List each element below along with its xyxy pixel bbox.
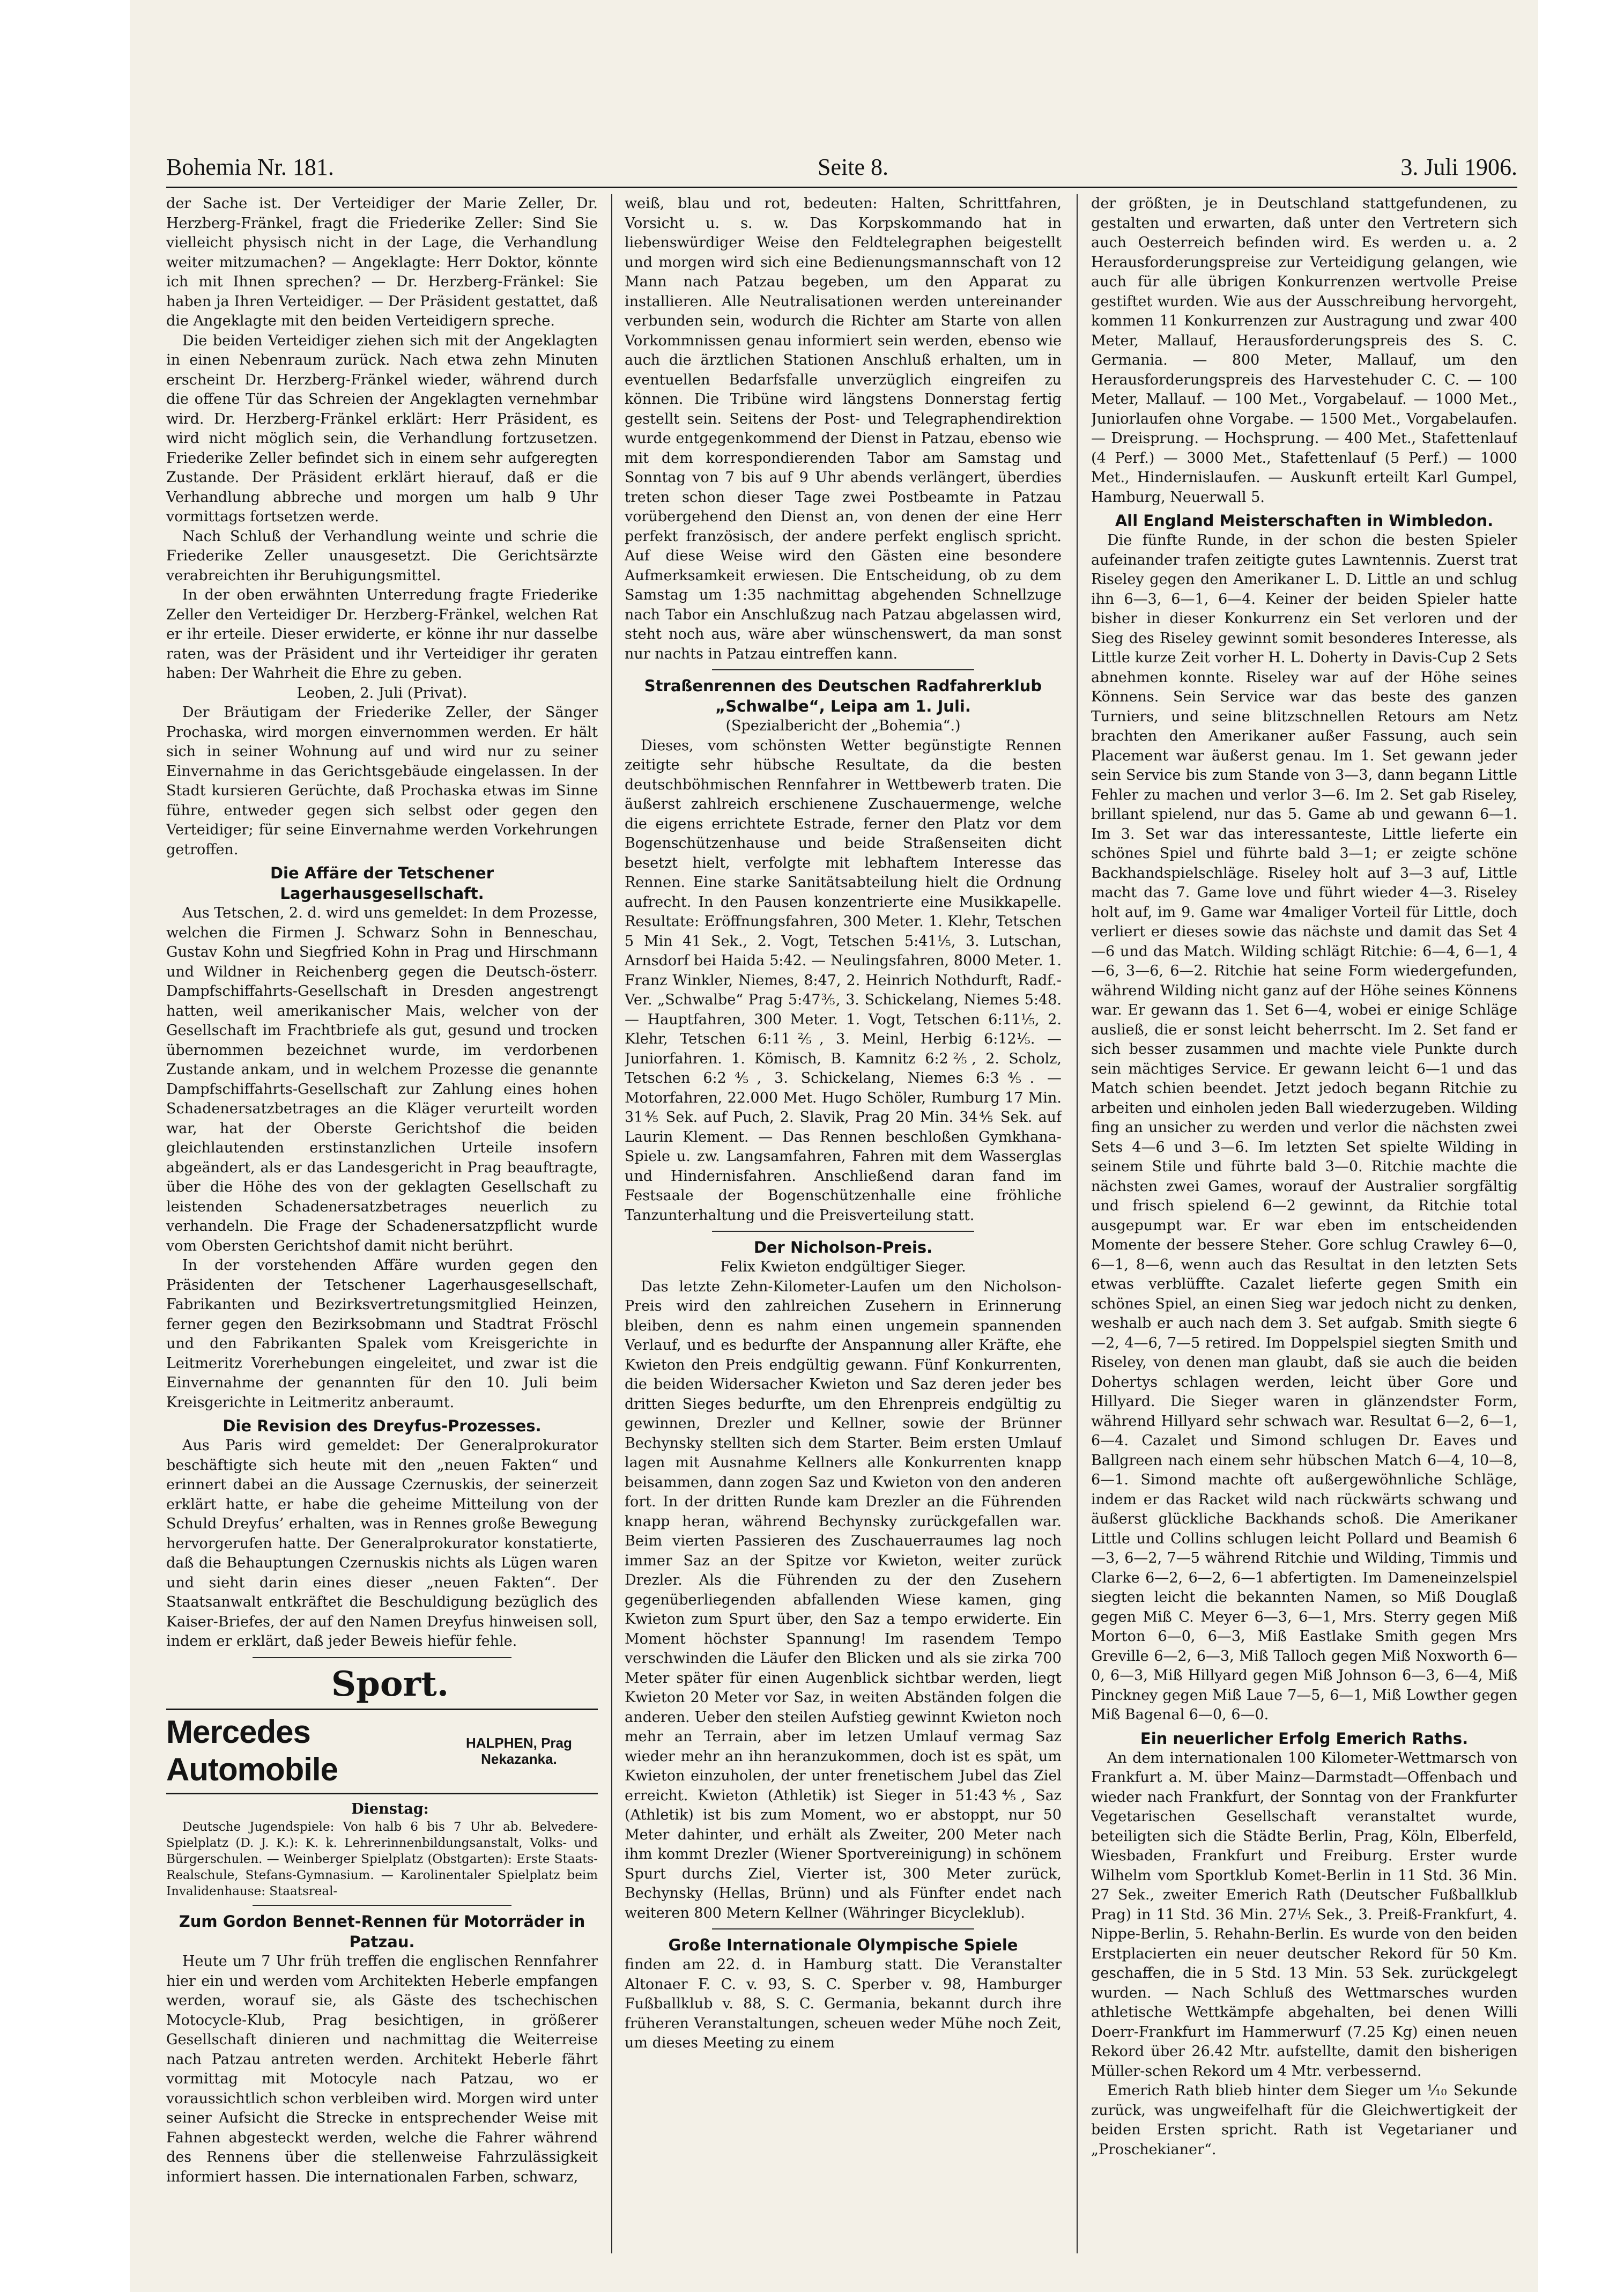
article-paragraph: In der vorstehenden Affäre wurden gegen den Präsidenten der Tetschener Lagerhausgesellschaft, Fabrikanten und Bezirksvertretungsmitglied Heinzen, ferner gegen den Bezirksobmann und Stadtrat Fröschl und den Fabrikanten Spalek vom Kreisgerichte in Leitmeritz Vorerhebungen eingeleitet, und zwar ist die Einvernahme der genannten für den 10. Juli beim Kreisgerichte in Leitmeritz anberaumt. [166, 1257, 598, 1411]
article-paragraph: der Sache ist. Der Verteidiger der Marie Zeller, Dr. Herzberg-Fränkel, fragt die Friederike Zeller: Sind Sie vielleicht physisch nicht in der Lage, die Verhandlung weiter mitzumachen? — Angeklagte: Herr Doktor, könnte ich mit Ihnen sprechen? — Dr. Herzberg-Fränkel: Sie haben ja Ihren Verteidiger. — Der Präsident gestattet, daß die Angeklagte mit den beiden Verteidigern spreche. [166, 195, 598, 329]
column-2 [625, 194, 1062, 2253]
section-rule [712, 1928, 974, 1929]
article-paragraph: Das letzte Zehn-Kilometer-Laufen um den Nicholson-Preis wird den zahlreichen Zusehern in Erinnerung bleiben, denn es nahm einen ungemein spannenden Verlauf, und es bedurfte der Anspannung aller Kräfte, ehe Kwieton den Preis endgültig gewann. Fünf Konkurrenten, die beiden Widersacher Kwieton und Saz deren jeder bes dritten Sieges bedurfte, um den Ehrenpreis endgültig zu gewinnen, Drezler und Kellner, sowie der Brünner Bechynsky stellten sich dem Starter. Beim ersten Umlauf lagen mit Ausnahme Kellners alle Konkurrenten knapp beisammen, dann zogen Saz und Kwieton von den anderen fort. In der dritten Runde kam Drezler an die Führenden knapp heran, während Bechynsky zurückgefallen war. Beim vierten Passieren des Zuschauerraumes lag noch immer Saz an der Spitze vor Kwieton, weiter zurück Drezler. Als die Führenden zu der den Zusehern gegenüberliegenden abfallenden Wiese kamen, ging Kwieton zum Spurt über, den Saz a tempo erwiderte. Ein Moment höchster Spannung! Im rasendem Tempo verschwinden die Läufer den Blicken und als sie zirka 700 Meter später für einen Augenblick sichtbar werden, liegt Kwieton 20 Meter vor Saz, in weiten Abständen folgen die anderen. Ueber den steilen Aufstieg gewinnt Kwieton noch mehr an Terrain, aber im letzen Umlauf vermag Saz wieder mehr an ihn heranzukommen, doch ist es spät, um Kwieton einzuholen, der unter frenetischem Jubel das Ziel erreicht. Kwieton (Athletik) ist Sieger in 51:43⅘, Saz (Athletik) ist bis zum Moment, wo er abstoppt, nur 50 Meter dahinter, und erhält als Zweiter, 200 Meter nach ihm kommt Drezler (Wiener Sportvereinigung) in schönem Spurt durchs Ziel, Vierter ist, 300 Meter zurück, Bechynsky (Hellas, Brünn) und als Fünfter endet nach weiteren 800 Metern Kellner (Währinger Bicycleklub). [625, 1278, 1062, 1921]
article-heading: Große Internationale Olympische Spiele [668, 1936, 1018, 1954]
article-paragraph: Dieses, vom schönsten Wetter begünstigte Rennen zeitigte sehr hübsche Resultate, da die besten deutschböhmischen Rennfahrer in Wettbewerb traten. Die äußerst zahlreich erschienene Zuschauermenge, welche die eigens errichtete Estrade, ferner den Platz vor dem Bogenschützenhause und beide Straßenseiten dicht besetzt hielt, verfolgte mit lebhaftem Interesse das Rennen. Eine starke Sanitätsabteilung hielt die Ordnung aufrecht. In den Pausen konzentrierte eine Musikkapelle. Resultate: Eröffnungsfahren, 300 Meter. 1. Klehr, Tetschen 5 Min 41 Sek., 2. Vogt, Tetschen 5:41⅕, 3. Lutschan, Arnsdorf bei Haida 5:42. — Neulingsfahren, 8000 Meter. 1. Franz Winkler, Niemes, 8:47, 2. Heinrich Nothdurft, Radf.-Ver. „Schwalbe“ Prag 5:47⅗, 3. Schickelang, Niemes 5:48. — Hauptfahren, 300 Meter. 1. Vogt, Tetschen 6:11⅕, 2. Klehr, Tetschen 6:11⅖, 3. Meinl, Herbig 6:12⅕. — Juniorfahren. 1. Kömisch, B. Kamnitz 6:2⅖, 2. Scholz, Tetschen 6:2⅘, 3. Schickelang, Niemes 6:3⅘. — Motorfahren, 22.000 Met. Hugo Schöler, Rumburg 17 Min. 31⅘ Sek. auf Puch, 2. Slavik, Prag 20 Min. 34⅘ Sek. auf Laurin Klement. — Das Rennen beschloßen Gymkhana-Spiele u. zw. Langsamfahren, Fahren mit dem Wasserglas und Hindernisfahren. Anschließend daran fand im Festsaale der Bogenschützenhalle eine fröhliche Tanzunterhaltung und die Preisverteilung statt. [625, 737, 1062, 1224]
article-heading: Ein neuerlicher Erfolg Emerich Raths. [1140, 1729, 1469, 1748]
column-1 [166, 194, 598, 2253]
section-rule [253, 1905, 511, 1906]
section-rule [253, 1657, 511, 1658]
article-paragraph: Die fünfte Runde, in der schon die besten Spieler aufeinander trafen zeitigte gutes Lawntennis. Zuerst trat Riseley gegen den Amerikaner L. D. Little an und schlug ihn 6—3, 6—1, 6—4. Keiner der beiden Spieler hatte bisher in dieser Konkurrenz ein Set verloren und der Sieg des Riseley gewinnt somit besonderes Interesse, als Little kurze Zeit vorher H. L. Doherty in Davis-Cup 2 Sets abnehmen konnte. Riseley war auf der Höhe seines Könnens. Sein Service war das beste des ganzen Turniers, und seine blitzschnellen Retours am Netz brachten den Amerikaner außer Fassung, auch sein Placement war äußerst genau. Im 1. Set gewann jeder sein Service bis zum Stande von 3—3, dann begann Little Fehler zu machen und verlor 3—6. Im 2. Set gab Riseley, brillant spielend, nur das 5. Game ab und gewann 6—1. Im 3. Set war das interessanteste, Little lieferte ein schönes Spiel und führte bald 3—1; er zeigte schöne Backhandspielschläge. Riseley holt auf 3—3 auf, Little macht das 7. Game love und führt wieder 4—3. Riseley holt auf, im 9. Game war 4maliger Vorteil für Little, doch verliert er dieses sowie das nächste und damit das Set 4—6 und das Match. Wilding schlägt Ritchie: 6—4, 6—1, 4—6, 3—6, 6—2. Ritchie hat seine Form wiedergefunden, während Wilding nicht ganz auf der Höhe seines Könnens war. Er gewann das 1. Set 6—4, wobei er einige Schläge ausließ, die er sonst leicht beherrscht. Im 2. Set fand er sich besser zusammen und machte viele Punkte durch sein mächtiges Service. Er gewann leicht 6—1 und das Match schien beendet. Jetzt jedoch begann Ritchie zu arbeiten und einholen jeden Ball wiederzugeben. Wilding fing an unsicher zu werden und verlor die nächsten zwei Sets 4—6 und 3—6. Im letzten Set spielte Wilding in seinem Stile und führte bald 3—0. Ritchie machte die nächsten zwei Games, worauf der Australier sorgfältig und frisch spielend 6—2 gewinnt, da Ritchie total ausgepumpt war. Er war eben im entscheidenden Momente der bessere Steher. Gore schlug Crawley 6—0, 6—1, 8—6, wenn auch das Resultat in den letzten Sets etwas verblüffte. Cazalet lieferte gegen Smith ein schönes Spiel, an einen Sieg war jedoch nicht zu denken, weshalb er auch nach dem 3. Set aufgab. Smith siegte 6—2, 4—6, 7—5 retired. Im Doppelspiel siegten Smith und Riseley, von denen man glaubt, daß sie auch die beiden Dohertys schlagen werden, leicht über Gore und Hillyard. Die Sieger waren in glänzendster Form, während Hillyard sehr schwach war. Resultat 6—2, 6—1, 6—4. Cazalet und Simond schlugen Dr. Eaves und Ballgreen nach einem sehr hübschen Match 6—4, 10—8, 6—1. Simond machte oft außergewöhnliche Schläge, indem er das Racket wild nach rückwärts schwang und äußerst glückliche Backhands schoß. Die Amerikaner Little und Collins schlugen leicht Pollard und Beamish 6—3, 6—2, 7—5 während Ritchie und Wilding, Timmis und Clarke 6—2, 6—2, 6—1 abfertigten. Im Dameneinzelspiel siegten leicht die bekannten Namen, so Miß Douglaß gegen Miß C. Meyer 6—3, 6—1, Mrs. Sterry gegen Miß Morton 6—0, 6—3, Miß Eastlake Smith gegen Mrs Greville 6—2, 6—3, Miß Talloch gegen Miß Noxworth 6—0, 6—3, Miß Hillyard gegen Miß Johnson 6—3, 6—4, Miß Pinckney gegen Miß Laue 7—5, 6—1, Miß Lowther gegen Miß Bagenal 6—0, 6—0. [1091, 532, 1517, 1723]
article-paragraph: finden am 22. d. in Hamburg statt. Die Veranstalter Altonaer F. C. v. 93, S. C. Sperber v. 98, Hamburger Fußballklub v. 88, S. C. Germania, bekannt durch ihre früheren Veranstaltungen, scheuen weder Mühe noch Zeit, um dieses Meeting zu einem [625, 1956, 1062, 2051]
article-paragraph: Aus Tetschen, 2. d. wird uns gemeldet: In dem Prozesse, welchen die Firmen J. Schwarz Sohn in Benneschau, Gustav Kohn und Siegfried Kohn in Prag und Hirschmann und Wildner in Reichenberg gegen die Deutsch-österr. Dampfschiffahrts-Gesellschaft in Dresden angestrengt hatten, weil amerikanischer Mais, welcher von der Gesellschaft im Frachtbriefe als gut, gesund und trocken übernommen bezeichnet wurde, im verdorbenen Zustande ankam, und in welchem Prozesse die genannte Dampfschiffahrts-Gesellschaft zur Zahlung eines hohen Schadenersatzbetrages an die Kläger verurteilt worden war, hat der Oberste Gerichtshof die beiden gleichlautenden erstinstanzlichen Urteile insofern abgeändert, als er das Landesgericht in Prag beauftragte, über die Höhe des von der geklagten Gesellschaft zu leistenden Schadenersatzbetrages neuerlich zu verhandeln. Die Frage der Schadenersatzpflicht wurde vom Obersten Gerichtshof damit nicht berührt. [166, 905, 598, 1254]
page-number: Seite 8. [818, 154, 888, 180]
schedule-text: Deutsche Jugendspiele: Von halb 6 bis 7 Uhr ab. Belvedere-Spielplatz (D. J. K.): K. k. Lehrerinnenbildungsanstalt, Volks- und Bürgerschulen. — Weinberger Spielplatz (Obstgarten): Erste Staats-Realschule, Stefans-Gymnasium. — Karolinentaler Spielplatz beim Invalidenhause: Staatsreal- [166, 1820, 598, 1898]
article-heading: All England Meisterschaften in Wimbledon. [1115, 512, 1494, 530]
article-heading: Zum Gordon Bennet-Rennen für Motorräder in Patzau. [179, 1912, 585, 1951]
article-paragraph: Emerich Rath blieb hinter dem Sieger um ⅒ Sekunde zurück, was ungweifelhaft für die Gleichwertigkeit der beiden Ersten spricht. Rath ist Vegetarianer und „Proschekianer“. [1091, 2082, 1517, 2158]
page-margin [1538, 0, 1624, 2292]
article-paragraph: weiß, blau und rot, bedeuten: Halten, Schrittfahren, Vorsicht u. s. w. Das Korpskommando hat in liebenswürdiger Weise den Feldtelegraphen beigestellt und morgen wird sich eine Bedienungsmannschaft von 12 Mann nach Patzau begeben, um den Apparat zu installieren. Alle Neutralisationen werden untereinander verbunden sein, wodurch die Richter am Starte von allen Vorkommnissen genau informiert sein werden, ebenso wie auch die ärztlichen Stationen Anschluß erhalten, um in eventuellen Bedarfsfalle unverzüglich eingreifen zu können. Die Tribüne wird längstens Donnerstag fertig gestellt sein. Seitens der Post- und Telegraphendirektion wurde entgegenkommend der Dienst in Patzau, ebenso wie mit dem korrespondierenden Tabor am Samstag und Sonntag von 7 bis auf 9 Uhr abends verlängert, überdies treten schon dieser Tage zwei Postbeamte in Patzau vorübergehend den Dienst an, von denen der eine Herr perfekt französisch, der andere perfekt englisch spricht. Auf diese Weise wird den Gästen eine besondere Aufmerksamkeit erwiesen. Die Entscheidung, ob zu dem Samstag um 1:35 nachmittag abgehenden Schnellzuge nach Tabor ein Anschlußzug nach Patzau abgelassen wird, steht noch aus, wäre aber wünschenswert, da man sonst nur nachts in Patzau eintreffen kann. [625, 195, 1062, 662]
ad-address: HALPHEN, Prag Nekazanka. [465, 1734, 572, 1767]
article-paragraph: In der oben erwähnten Unterredung fragte Friederike Zeller den Verteidiger Dr. Herzberg-Fränkel, welchen Rat er ihr erteile. Dieser erwiderte, er könne ihr nur dasselbe raten, was der Präsident und ihr Verteidiger ihr geraten haben: Der Wahrheit die Ehre zu geben. [166, 587, 598, 682]
article-subheading: Felix Kwieton endgültiger Sieger. [720, 1259, 966, 1275]
article-heading: Die Affäre der Tetschener Lagerhausgesellschaft. [270, 864, 494, 903]
column-divider [1077, 194, 1078, 2253]
article-heading: Die Revision des Dreyfus-Prozesses. [223, 1417, 542, 1435]
section-rule [712, 1231, 974, 1232]
article-paragraph: Nach Schluß der Verhandlung weinte und schrie die Friederike Zeller unausgesetzt. Die Gerichtsärzte verabreichten ihr Beruhigungsmittel. [166, 528, 598, 584]
issue-date: 3. Juli 1906. [1400, 154, 1517, 180]
advertisement [166, 1709, 598, 1794]
article-heading: Straßenrennen des Deutschen Radfahrerklub „Schwalbe“, Leipa am 1. Juli. [644, 677, 1042, 715]
column-divider [611, 194, 612, 2253]
article-paragraph: Der Bräutigam der Friederike Zeller, der Sänger Prochaska, wird morgen einvernommen werden. Er hält sich in seiner Wohnung auf und wird nur zu seiner Einvernahme in das Gerichtsgebäude eingelassen. In der Stadt kursieren Gerüchte, daß Prochaska etwas im Sinne führe, entweder gegen sich selbst oder gegen den Verteidiger; für seine Einvernahme werden Vorkehrungen getroffen. [166, 704, 598, 858]
article-paragraph: Aus Paris wird gemeldet: Der Generalprokurator beschäftigte sich heute mit den „neuen Fakten“ und erinnert dabei an die Aussage Czernuskis, der seinerzeit erklärt hatte, er habe die geheime Mitteilung von der Schuld Dreyfus’ erhalten, was in Rennes große Bewegung hervorgerufen hatte. Der Generalprokurator konstatierte, daß die Behauptungen Czernuskis nichts als Lügen waren und sieht darin eines dieser „neuen Fakten“. Der Staatsanwalt entkräftet die Beschuldigung bezüglich des Kaiser-Briefes, der auf den Namen Dreyfus hinweisen soll, indem er erklärt, daß jeder Beweis hiefür fehle. [166, 1437, 598, 1650]
ad-headline: Mercedes Automobile [166, 1713, 338, 1787]
header-rule [166, 187, 1517, 188]
section-title: Sport. [331, 1663, 449, 1704]
schedule-day: Dienstag: [351, 1800, 429, 1817]
dateline: Leoben, 2. Juli (Privat). [296, 684, 468, 701]
article-paragraph: Die beiden Verteidiger ziehen sich mit der Angeklagten in einen Nebenraum zurück. Nach etwa zehn Minuten erscheint Dr. Herzberg-Fränkel wieder, während durch die offene Tür das Schreien der Angeklagten vernehmbar wird. Dr. Herzberg-Fränkel erklärt: Herr Präsident, es wird nicht möglich sein, die Verhandlung fortzusetzen. Friederike Zeller befindet sich in einem sehr aufgeregten Zustande. Der Präsident erklärt hierauf, daß er die Verhandlung abbreche und morgen um halb 9 Uhr vormittags fortsetzen werde. [166, 332, 598, 525]
page-header [166, 151, 1517, 183]
masthead-issue: Bohemia Nr. 181. [166, 154, 334, 180]
article-paragraph: Heute um 7 Uhr früh treffen die englischen Rennfahrer hier ein und werden vom Architekten Heberle empfangen werden, worauf sie, als Gäste des tschechischen Motocycle-Klub, Prag besichtigen, in größerer Gesellschaft dinieren und nachmittag die Weiterreise nach Patzau antreten werden. Architekt Heberle fährt vormittag mit Motocyle nach Patzau, wo er voraussichtlich schon verbleiben wird. Morgen wird unter seiner Aufsicht die Strecke in entsprechender Weise mit Fahnen abgesteckt werden, welche die Fahrer während des Rennens über die stellenweise Fahrzulässigkeit informiert hassen. Die internationalen Farben, schwarz, [166, 1953, 598, 2185]
article-paragraph: An dem internationalen 100 Kilometer-Wettmarsch von Frankfurt a. M. über Mainz—Darmstadt—Offenbach und wieder nach Frankfurt, der Sonntag von der Frankfurter Vegetarischen Gesellschaft veranstaltet wurde, beteiligten sich die Städte Berlin, Prag, Köln, Elberfeld, Wiesbaden, Frankfurt und Freiburg. Erster wurde Wilhelm vom Sportklub Komet-Berlin in 11 Std. 36 Min. 27 Sek., zweiter Emerich Rath (Deutscher Fußballklub Prag) in 11 Std. 36 Min. 27⅕ Sek., 3. Preiß-Frankfurt, 4. Nippe-Berlin, 5. Rehahn-Berlin. Es wurde von den beiden Erstplacierten ein neuer deutscher Rekord für 50 Km. geschaffen, die in 5 Std. 13 Min. 53 Sek. zurückgelegt wurden. — Nach Schluß des Wettmarsches wurden athletische Wettkämpfe abgehalten, bei denen Willi Doerr-Frankfurt im Hammerwurf (7.25 Kg) einen neuen Rekord über 26.42 Mtr. aufstellte, damit den bisherigen Müller-schen Rekord um 4 Mtr. verbessernd. [1091, 1749, 1517, 2080]
article-heading: Der Nicholson-Preis. [753, 1238, 933, 1256]
section-rule [712, 669, 974, 670]
column-3 [1091, 194, 1517, 2253]
article-subheading: (Spezialbericht der „Bohemia“.) [725, 718, 961, 734]
article-paragraph: der größten, je in Deutschland stattgefundenen, zu gestalten und erwarten, daß unter den Vertretern sich auch Oesterreich befinden wird. Es werden u. a. 2 Herausforderungspreise zur Verteidigung gelangen, wie auch für alle übrigen Konkurrenzen wertvolle Preise gestiftet wurden. Wie aus der Ausschreibung hervorgeht, kommen 11 Konkurrenzen zur Austragung und zwar 400 Meter, Mallauf, Herausforderungspreis des S. C. Germania. — 800 Meter, Mallauf, um den Herausforderungspreis des Harvestehuder C. C. — 100 Meter, Mallauf. — 100 Met., Vorgabelauf. — 1000 Met., Juniorlaufen ohne Vorgabe. — 1500 Met., Vorgabelaufen. — Dreisprung. — Hochsprung. — 400 Met., Stafettenlauf (4 Perf.) — 3000 Met., Stafettenlauf (5 Perf.) — 1000 Met., Hindernislaufen. — Auskunft erteilt Karl Gumpel, Hamburg, Neuerwall 5. [1091, 195, 1517, 506]
